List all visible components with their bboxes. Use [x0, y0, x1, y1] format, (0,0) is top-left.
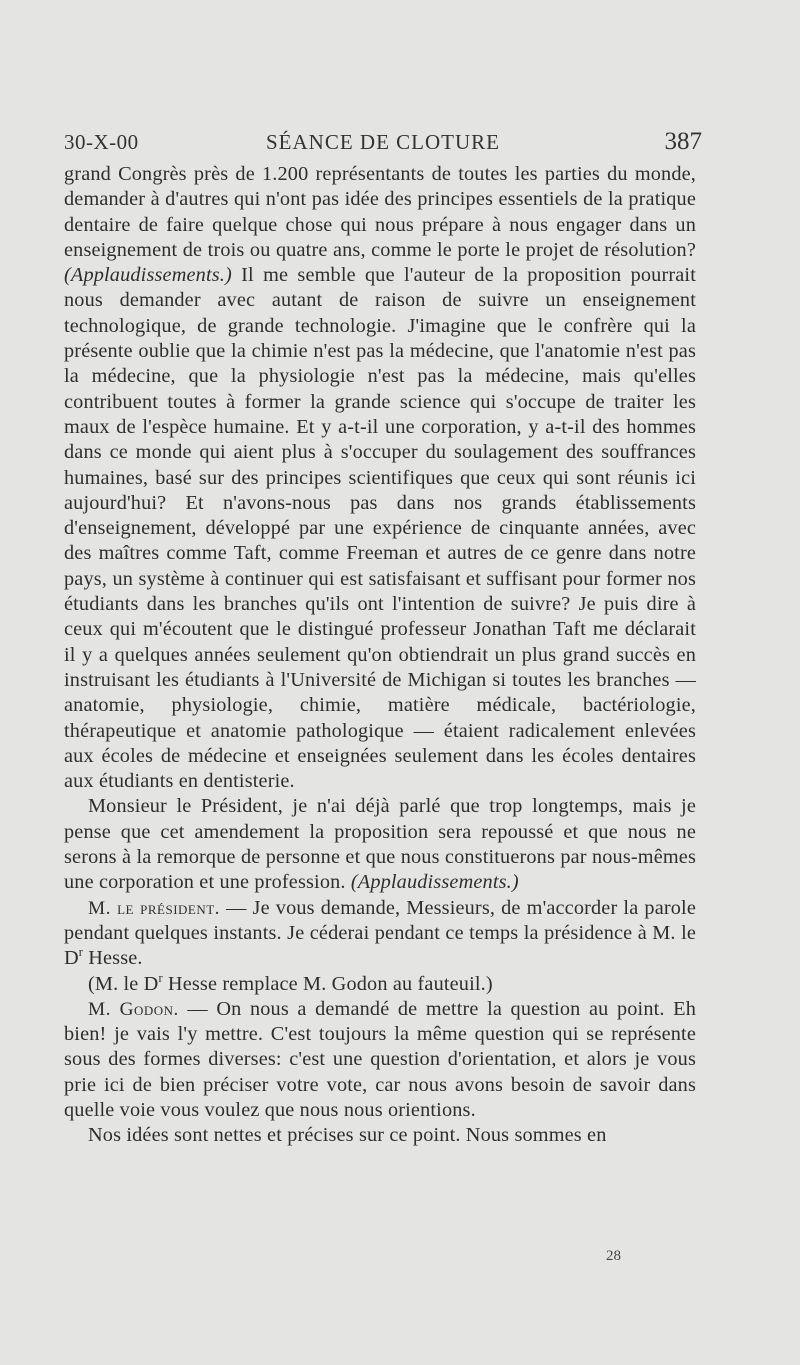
paragraph-6-text: Nos idées sont nettes et précises sur ce point. Nous sommes en [88, 1124, 607, 1147]
paragraph-5 [64, 997, 696, 1123]
page-number: 387 [664, 128, 702, 155]
paragraph-5-text: — On nous a demandé de mettre la question au point. Eh bien! je vais l'y mettre. C'est toujours la même question qui se représente sous des formes diverses: c'est une question d'orientation, et alors je vous prie ici de bien préciser votre vote, car nous avons besoin de savoir dans quelle voie vous voulez que nous nous orientions. [64, 997, 696, 1121]
paragraph-1-text: grand Congrès près de 1.200 représentants de toutes les parties du monde, demander à d'autres qui n'ont pas idée des principes essentiels de la pratique dentaire de faire quelque chose qui nous prépare à nous engager dans un enseignement de trois ou quatre ans, comme le porte le projet de résolution? [64, 163, 696, 261]
speaker-president: M. le président. [88, 897, 220, 919]
paragraph-4-a: (M. le D [88, 972, 159, 995]
paragraph-1-rest: Il me semble que l'auteur de la proposition pourrait nous demander avec autant de raison de suivre un enseignement technologique, de grande technologie. J'imagine que le confrère qui la présente oublie que la chimie n'est pas la médecine, que l'anatomie n'est pas la médecine, que la physiologie n'est pas la médecine, mais qu'elles contribuent toutes à former la grande science qui s'occupe de traiter les maux de l'espèce humaine. Et y a-t-il une corporation, y a-t-il des hommes dans ce monde qui aient plus à s'occuper du soulagement des souffrances humaines, basé sur des principes scientifiques que ceux qui sont réunis ici aujourd'hui? Et n'avons-nous pas dans nos grands établissements d'enseignement, développé par une expérience de cinquante années, avec des maîtres comme Taft, comme Freeman et autres de ce genre dans notre pays, un système à continuer qui est satisfaisant et suffisant pour former nos étudiants dans les branches qu'ils ont l'intention de suivre? Je puis dire à ceux qui m'écoutent que le distingué professeur Jonathan Taft me déclarait il y a quelques années seulement qu'on obtiendrait un plus grand succès en instruisant les étudiants à l'Université de Michigan si toutes les branches — anatomie, physiologie, chimie, matière médicale, bactériologie, thérapeutique et anatomie pathologique — étaient radicalement enlevées aux écoles de médecine et enseignées seulement dans les écoles dentaires aux étudiants en dentisterie. [64, 264, 696, 793]
paragraph-3 [64, 896, 696, 972]
doctor-sup-2: r [158, 970, 163, 985]
paragraph-4-b: Hesse remplace M. Godon au fauteuil.) [167, 972, 493, 995]
doctor-sup-1: r [78, 945, 83, 960]
header-title: SÉANCE DE CLOTURE [266, 130, 500, 154]
applause-2: (Applaudissements.) [350, 871, 519, 894]
paragraph-3-text: — Je vous demande, Messieurs, de m'accorder la parole pendant quelques instants. Je céderai pendant ce temps la présidence à M. le D [64, 896, 696, 970]
running-head [64, 126, 702, 160]
paragraph-4 [64, 972, 696, 997]
paragraph-6 [64, 1123, 696, 1148]
paragraph-3-end: Hesse. [88, 947, 143, 970]
paragraph-2-text: Monsieur le Président, je n'ai déjà parlé que trop longtemps, mais je pense que cet amendement la proposition sera repoussé et que nous ne serons à la remorque de personne et que nous constituerons par nous-mêmes une corporation et une profession. [64, 795, 696, 894]
paragraph-2 [64, 794, 696, 895]
applause-1: (Applaudissements.) [64, 264, 232, 287]
page-body [64, 162, 696, 1149]
header-date: 30-X-00 [64, 130, 139, 154]
printer-signature: 28 [606, 1248, 621, 1264]
paragraph-1 [64, 162, 696, 794]
speaker-godon: M. Godon. [88, 998, 179, 1020]
